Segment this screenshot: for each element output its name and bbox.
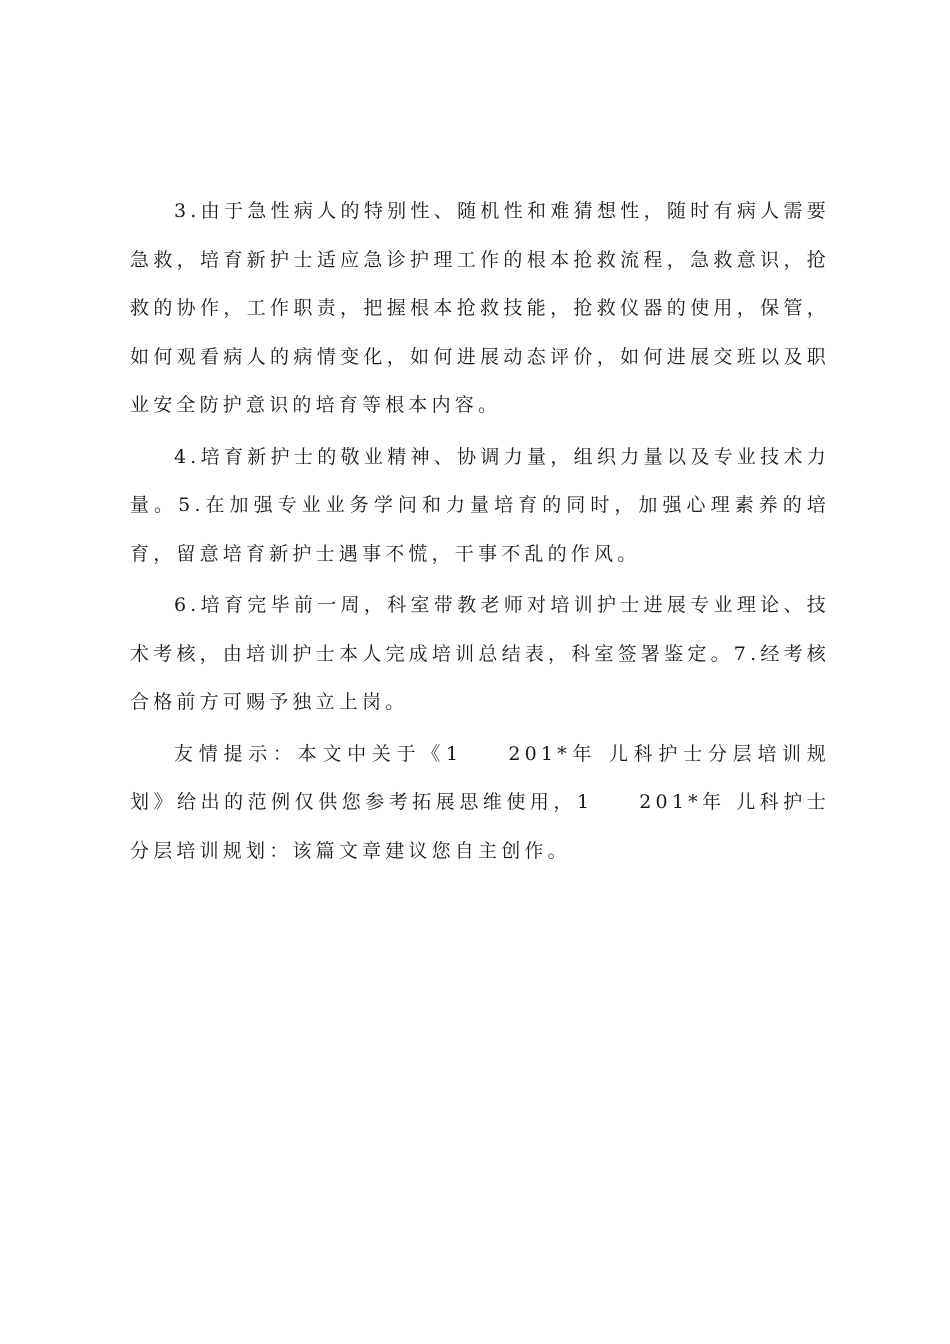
tip-text-part1: 友情提示：本文中关于《1 [174,742,463,765]
friendly-tip [130,730,830,876]
tip-text-part2: 201*年 儿科护士分层培训规划》给出的范例仅供您参考拓展思维使用，1 [130,742,830,813]
document-body [130,187,830,878]
paragraph-3: 3.由于急性病人的特别性、随机性和难猜想性，随时有病人需要急救，培育新护士适应急诊护理工作的根本抢救流程，急救意识，抢救的协作，工作职责，把握根本抢救技能，抢救仪器的使用，保管，如何观看病人的病情变化，如何进展动态评价，如何进展交班以及职业安全防护意识的培育等根本内容。 [130,200,830,416]
tip-text-part3: 201*年 儿科护士分层培训规划：该篇文章建议您自主创作。 [130,791,830,862]
paragraph-6-7: 6.培育完毕前一周，科室带教老师对培训护士进展专业理论、技术考核，由培训护士本人完成培训总结表，科室签署鉴定。7.经考核合格前方可赐予独立上岗。 [130,594,830,713]
paragraph-4-5: 4.培育新护士的敬业精神、协调力量，组织力量以及专业技术力量。5.在加强专业业务学问和力量培育的同时，加强心理素养的培育，留意培育新护士遇事不慌，干事不乱的作风。 [130,445,830,565]
